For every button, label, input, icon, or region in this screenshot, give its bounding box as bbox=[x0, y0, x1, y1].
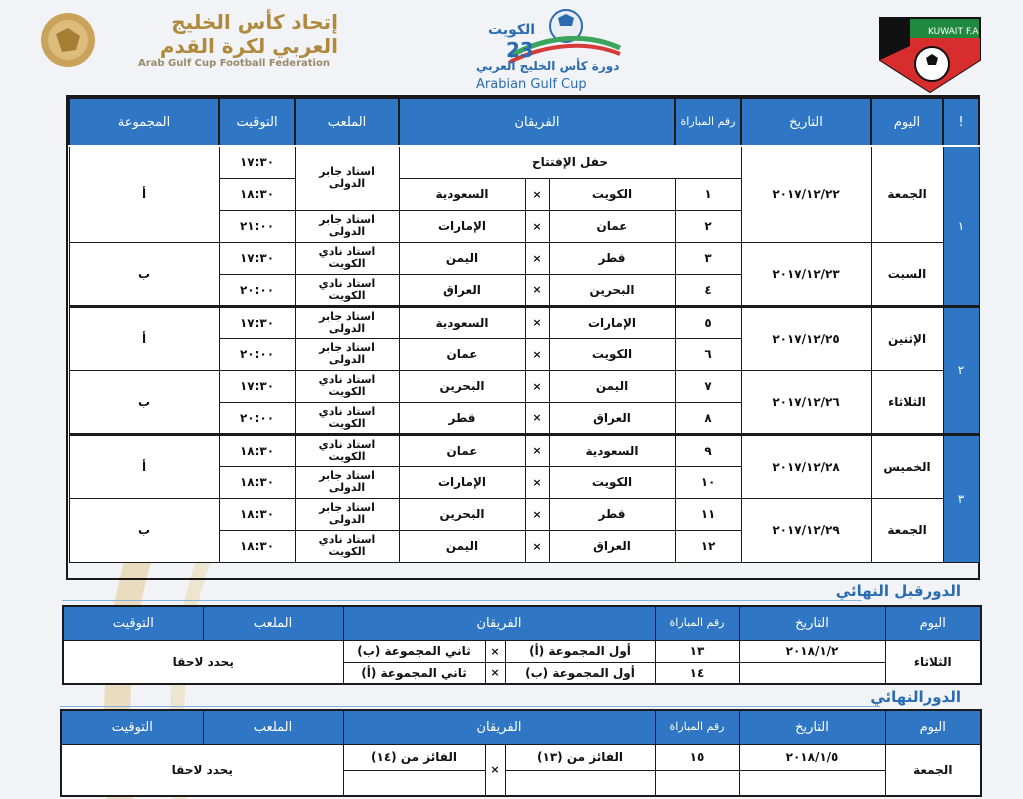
versus-cell: × bbox=[525, 178, 549, 210]
team2-cell: الفائز من (١٤) bbox=[343, 744, 485, 770]
group-stage-table bbox=[68, 97, 980, 563]
versus-cell: × bbox=[525, 338, 549, 370]
federation-emblem-icon bbox=[38, 10, 98, 70]
date-cell: ٢٠١٧/١٢/٢٦ bbox=[741, 370, 871, 434]
stadium-cell: استاد جابر الدولى bbox=[295, 338, 399, 370]
team1-cell: اليمن bbox=[549, 370, 675, 402]
date-empty-cell bbox=[739, 662, 885, 684]
time-cell: ٢٠:٠٠ bbox=[219, 338, 295, 370]
col-teams: الفريقان bbox=[343, 710, 655, 744]
time-cell: ١٧:٣٠ bbox=[219, 242, 295, 274]
col-date: التاريخ bbox=[739, 606, 885, 640]
final-table bbox=[60, 709, 982, 797]
time-cell: ١٨:٣٠ bbox=[219, 434, 295, 466]
team2-cell: البحرين bbox=[399, 370, 525, 402]
cup-name-en: Arabian Gulf Cup bbox=[476, 77, 587, 92]
team1-cell: السعودية bbox=[549, 434, 675, 466]
stadium-cell: استاد جابر الدولى bbox=[295, 306, 399, 338]
federation-logo bbox=[38, 8, 338, 68]
group-cell: ب bbox=[69, 242, 219, 306]
time-cell: ٢١:٠٠ bbox=[219, 210, 295, 242]
stadium-cell: استاد جابر الدولى bbox=[295, 498, 399, 530]
time-cell: ٢٠:٠٠ bbox=[219, 402, 295, 434]
date-cell: ٢٠١٧/١٢/٢٨ bbox=[741, 434, 871, 498]
opening-ceremony: حفل الإفتتاح bbox=[399, 146, 741, 178]
kuwait-fa-logo bbox=[870, 6, 990, 96]
versus-cell: × bbox=[525, 466, 549, 498]
day-cell: الثلاثاء bbox=[885, 640, 981, 684]
team1-cell: الكويت bbox=[549, 466, 675, 498]
group-cell: ب bbox=[69, 498, 219, 562]
team2-empty-cell bbox=[343, 770, 485, 796]
time-cell: ١٧:٣٠ bbox=[219, 306, 295, 338]
versus-cell: × bbox=[485, 640, 505, 662]
team2-cell: العراق bbox=[399, 274, 525, 306]
col-stadium: الملعب bbox=[203, 606, 343, 640]
versus-cell: × bbox=[485, 744, 505, 796]
col-day: اليوم bbox=[871, 98, 943, 146]
match-no-cell: ١ bbox=[675, 178, 741, 210]
round-cell: ٣ bbox=[943, 434, 979, 562]
col-match-no: رقم المباراة bbox=[655, 710, 739, 744]
time-cell: ١٧:٣٠ bbox=[219, 370, 295, 402]
team2-cell: عمان bbox=[399, 434, 525, 466]
team2-cell: قطر bbox=[399, 402, 525, 434]
stadium-cell: استاد جابر الدولى bbox=[295, 210, 399, 242]
day-cell: الخميس bbox=[871, 434, 943, 498]
team1-cell: قطر bbox=[549, 242, 675, 274]
col-group: المجموعة bbox=[69, 98, 219, 146]
versus-cell: × bbox=[525, 402, 549, 434]
match-no-cell: ١١ bbox=[675, 498, 741, 530]
day-cell: الثلاثاء bbox=[871, 370, 943, 434]
team1-cell: أول المجموعة (ب) bbox=[505, 662, 655, 684]
match-no-cell: ١٤ bbox=[655, 662, 739, 684]
versus-cell: × bbox=[525, 274, 549, 306]
col-stadium: الملعب bbox=[203, 710, 343, 744]
time-cell: ١٨:٣٠ bbox=[219, 530, 295, 562]
group-cell: أ bbox=[69, 306, 219, 370]
team2-cell: اليمن bbox=[399, 242, 525, 274]
team1-cell: البحرين bbox=[549, 274, 675, 306]
col-round: ! bbox=[943, 98, 979, 146]
match-no-cell: ٧ bbox=[675, 370, 741, 402]
time-cell: ١٧:٣٠ bbox=[219, 146, 295, 178]
match-no-cell: ٢ bbox=[675, 210, 741, 242]
team2-cell: السعودية bbox=[399, 306, 525, 338]
match-no-cell: ١٠ bbox=[675, 466, 741, 498]
stadium-cell: استاد نادي الكويت bbox=[295, 242, 399, 274]
day-cell: الجمعة bbox=[871, 146, 943, 242]
date-cell: ٢٠١٨/١/٢ bbox=[739, 640, 885, 662]
federation-name-en: Arab Gulf Cup Football Federation bbox=[138, 58, 330, 69]
stadium-cell: استاد نادي الكويت bbox=[295, 434, 399, 466]
kfa-en-label: KUWAIT F.A bbox=[928, 27, 979, 37]
team1-cell: أول المجموعة (أ) bbox=[505, 640, 655, 662]
time-cell: ١٨:٣٠ bbox=[219, 466, 295, 498]
match-no-cell: ١٥ bbox=[655, 744, 739, 770]
cup-name-ar: دورة كأس الخليج العربي bbox=[476, 59, 620, 73]
col-teams: الفريقان bbox=[399, 98, 675, 146]
versus-cell: × bbox=[525, 498, 549, 530]
team1-cell: الإمارات bbox=[549, 306, 675, 338]
tbd-cell: يحدد لاحقا bbox=[63, 640, 343, 684]
federation-name-ar-1: إتحاد كأس الخليج bbox=[171, 10, 338, 34]
team2-cell: البحرين bbox=[399, 498, 525, 530]
col-stadium: الملعب bbox=[295, 98, 399, 146]
cup-number: 23 bbox=[506, 38, 534, 62]
match-no-cell: ١٣ bbox=[655, 640, 739, 662]
col-date: التاريخ bbox=[741, 98, 871, 146]
col-time: التوقيت bbox=[61, 710, 203, 744]
team1-cell: الفائز من (١٣) bbox=[505, 744, 655, 770]
group-cell: أ bbox=[69, 146, 219, 242]
col-day: اليوم bbox=[885, 710, 981, 744]
versus-cell: × bbox=[485, 662, 505, 684]
versus-cell: × bbox=[525, 370, 549, 402]
team1-cell: الكويت bbox=[549, 338, 675, 370]
versus-cell: × bbox=[525, 306, 549, 338]
stadium-cell: استاد نادي الكويت bbox=[295, 370, 399, 402]
day-cell: الجمعة bbox=[885, 744, 981, 796]
team1-cell: عمان bbox=[549, 210, 675, 242]
stadium-cell: استاد نادي الكويت bbox=[295, 530, 399, 562]
team2-cell: ثاني المجموعة (أ) bbox=[343, 662, 485, 684]
date-cell: ٢٠١٧/١٢/٢٥ bbox=[741, 306, 871, 370]
team1-cell: العراق bbox=[549, 530, 675, 562]
team2-cell: الإمارات bbox=[399, 466, 525, 498]
team2-cell: عمان bbox=[399, 338, 525, 370]
semi-final-title: الدورقبل النهائي bbox=[835, 582, 961, 600]
date-empty-cell bbox=[739, 770, 885, 796]
stadium-cell: استاد نادي الكويت bbox=[295, 402, 399, 434]
stadium-cell: استاد جابر الدولى bbox=[295, 466, 399, 498]
match-no-cell: ٨ bbox=[675, 402, 741, 434]
team2-cell: السعودية bbox=[399, 178, 525, 210]
day-cell: الإثنين bbox=[871, 306, 943, 370]
final-rule bbox=[60, 706, 880, 707]
time-cell: ١٨:٣٠ bbox=[219, 498, 295, 530]
stadium-cell: استاد نادي الكويت bbox=[295, 274, 399, 306]
date-cell: ٢٠١٧/١٢/٢٢ bbox=[741, 146, 871, 242]
match-no-empty-cell bbox=[655, 770, 739, 796]
round-cell: ١ bbox=[943, 146, 979, 306]
col-time: التوقيت bbox=[219, 98, 295, 146]
versus-cell: × bbox=[525, 434, 549, 466]
semi-final-table bbox=[62, 605, 982, 685]
federation-name-ar-2: العربي لكرة القدم bbox=[159, 34, 338, 58]
team2-cell: الإمارات bbox=[399, 210, 525, 242]
stadium-cell: استاد جابر الدولى bbox=[295, 146, 399, 210]
group-cell: ب bbox=[69, 370, 219, 434]
match-no-cell: ١٢ bbox=[675, 530, 741, 562]
time-cell: ١٨:٣٠ bbox=[219, 178, 295, 210]
group-cell: أ bbox=[69, 434, 219, 498]
team1-cell: الكويت bbox=[549, 178, 675, 210]
tbd-cell: يحدد لاحقا bbox=[61, 744, 343, 796]
versus-cell: × bbox=[525, 242, 549, 274]
match-no-cell: ٥ bbox=[675, 306, 741, 338]
date-cell: ٢٠١٧/١٢/٢٣ bbox=[741, 242, 871, 306]
match-no-cell: ٩ bbox=[675, 434, 741, 466]
col-date: التاريخ bbox=[739, 710, 885, 744]
day-cell: السبت bbox=[871, 242, 943, 306]
team1-cell: العراق bbox=[549, 402, 675, 434]
col-teams: الفريقان bbox=[343, 606, 655, 640]
versus-cell: × bbox=[525, 530, 549, 562]
team1-empty-cell bbox=[505, 770, 655, 796]
col-match-no: رقم المباراة bbox=[675, 98, 741, 146]
cup-host: الكويت bbox=[488, 22, 536, 38]
page-header bbox=[0, 0, 1023, 96]
gulf-cup-logo bbox=[470, 4, 630, 96]
team2-cell: ثاني المجموعة (ب) bbox=[343, 640, 485, 662]
semi-final-rule bbox=[62, 600, 862, 601]
team1-cell: قطر bbox=[549, 498, 675, 530]
time-cell: ٢٠:٠٠ bbox=[219, 274, 295, 306]
match-no-cell: ٣ bbox=[675, 242, 741, 274]
match-no-cell: ٦ bbox=[675, 338, 741, 370]
team2-cell: اليمن bbox=[399, 530, 525, 562]
date-cell: ٢٠١٧/١٢/٢٩ bbox=[741, 498, 871, 562]
col-match-no: رقم المباراة bbox=[655, 606, 739, 640]
date-cell: ٢٠١٨/١/٥ bbox=[739, 744, 885, 770]
col-day: اليوم bbox=[885, 606, 981, 640]
match-no-cell: ٤ bbox=[675, 274, 741, 306]
col-time: التوقيت bbox=[63, 606, 203, 640]
round-cell: ٢ bbox=[943, 306, 979, 434]
day-cell: الجمعة bbox=[871, 498, 943, 562]
versus-cell: × bbox=[525, 210, 549, 242]
final-title: الدورالنهائي bbox=[870, 688, 961, 706]
